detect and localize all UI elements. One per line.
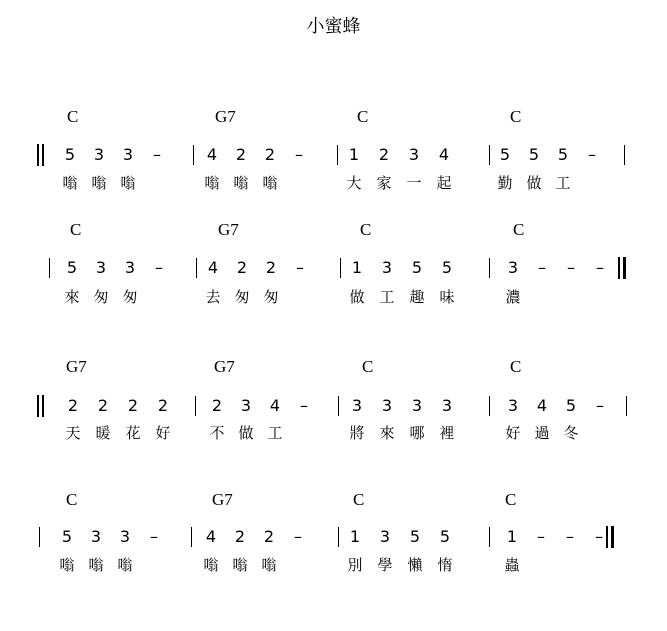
note: 2	[211, 396, 223, 415]
double-barline	[37, 395, 39, 417]
lyric-char: 學	[377, 556, 393, 574]
lyric-char: 將	[349, 424, 365, 442]
lyric-char: 去	[205, 288, 221, 306]
barline	[489, 258, 490, 278]
lyric-char: 惰	[437, 556, 453, 574]
lyric-char: 工	[379, 288, 395, 306]
lyric-char: 濃	[505, 288, 521, 306]
barline	[626, 396, 627, 416]
note: 4	[269, 396, 281, 415]
lyric-char: 家	[376, 174, 392, 192]
lyric-char: 工	[267, 424, 283, 442]
note: 4	[438, 145, 450, 164]
note: 3	[240, 396, 252, 415]
lyric-char: 嗡	[117, 556, 133, 574]
lyric-char: 嗡	[88, 556, 104, 574]
note: 3	[411, 396, 423, 415]
barline	[49, 258, 50, 278]
lyric-char: 工	[555, 174, 571, 192]
note: –	[566, 527, 574, 546]
lyric-char: 做	[238, 424, 254, 442]
note: 2	[234, 527, 246, 546]
barline	[338, 527, 339, 547]
note: 5	[565, 396, 577, 415]
note: 5	[409, 527, 421, 546]
note: 1	[351, 258, 363, 277]
double-barline	[42, 395, 44, 417]
note: –	[153, 145, 161, 164]
lyric-char: 過	[534, 424, 550, 442]
note: 3	[93, 145, 105, 164]
lyric-char: 好	[505, 424, 521, 442]
note: –	[538, 258, 546, 277]
note: 3	[381, 396, 393, 415]
lyric-char: 天	[65, 424, 81, 442]
barline	[195, 396, 196, 416]
lyric-char: 暖	[95, 424, 111, 442]
lyric-char: 好	[155, 424, 171, 442]
note: –	[537, 527, 545, 546]
lyric-char: 做	[349, 288, 365, 306]
note: 1	[349, 527, 361, 546]
note: 3	[95, 258, 107, 277]
final-barline	[618, 257, 620, 279]
lyric-char: 不	[209, 424, 225, 442]
note: 2	[127, 396, 139, 415]
barline	[193, 145, 194, 165]
chord-symbol: C	[360, 220, 372, 239]
note: 2	[265, 258, 277, 277]
final-barline	[606, 526, 608, 548]
lyric-char: 嗡	[91, 174, 107, 192]
chord-symbol: G7	[66, 357, 87, 376]
chord-symbol: C	[362, 357, 374, 376]
double-barline	[42, 144, 44, 166]
note: 4	[205, 527, 217, 546]
note: 1	[506, 527, 518, 546]
barline	[489, 396, 490, 416]
chord-symbol: C	[513, 220, 525, 239]
chord-symbol: G7	[214, 357, 235, 376]
note: 3	[122, 145, 134, 164]
note: 2	[378, 145, 390, 164]
note: 5	[64, 145, 76, 164]
note: 2	[263, 527, 275, 546]
note: –	[295, 145, 303, 164]
chord-symbol: C	[510, 357, 522, 376]
note: –	[596, 396, 604, 415]
note: 3	[507, 396, 519, 415]
lyric-char: 嗡	[204, 174, 220, 192]
note: 4	[206, 145, 218, 164]
lyric-char: 裡	[439, 424, 455, 442]
note: 3	[90, 527, 102, 546]
note: 3	[408, 145, 420, 164]
barline	[489, 145, 490, 165]
note: 3	[119, 527, 131, 546]
chord-symbol: C	[510, 107, 522, 126]
note: 2	[157, 396, 169, 415]
note: 3	[507, 258, 519, 277]
note: –	[294, 527, 302, 546]
note: 2	[236, 258, 248, 277]
note: 3	[379, 527, 391, 546]
note: 3	[124, 258, 136, 277]
note: –	[588, 145, 596, 164]
barline	[337, 145, 338, 165]
lyric-char: 嗡	[261, 556, 277, 574]
lyric-char: 味	[439, 288, 455, 306]
chord-symbol: G7	[212, 490, 233, 509]
lyric-char: 別	[347, 556, 363, 574]
barline	[338, 396, 339, 416]
lyric-char: 匆	[93, 288, 109, 306]
chord-symbol: G7	[218, 220, 239, 239]
lyric-char: 勤	[497, 174, 513, 192]
lyric-char: 來	[64, 288, 80, 306]
barline	[191, 527, 192, 547]
note: 5	[528, 145, 540, 164]
lyric-char: 花	[125, 424, 141, 442]
final-barline	[611, 526, 614, 548]
note: 5	[411, 258, 423, 277]
note: 5	[557, 145, 569, 164]
note: 5	[66, 258, 78, 277]
note: 3	[351, 396, 363, 415]
final-barline	[623, 257, 626, 279]
lyric-char: 匆	[122, 288, 138, 306]
note: –	[150, 527, 158, 546]
note: 2	[235, 145, 247, 164]
note: 5	[61, 527, 73, 546]
note: 5	[441, 258, 453, 277]
lyric-char: 做	[526, 174, 542, 192]
lyric-char: 蟲	[504, 556, 520, 574]
note: 3	[381, 258, 393, 277]
note: –	[596, 258, 604, 277]
lyric-char: 一	[406, 174, 422, 192]
chord-symbol: C	[357, 107, 369, 126]
note: 1	[348, 145, 360, 164]
barline	[196, 258, 197, 278]
lyric-char: 嗡	[120, 174, 136, 192]
lyric-char: 嗡	[62, 174, 78, 192]
barline	[489, 527, 490, 547]
note: –	[567, 258, 575, 277]
note: –	[300, 396, 308, 415]
chord-symbol: C	[505, 490, 517, 509]
lyric-char: 冬	[563, 424, 579, 442]
lyric-char: 哪	[409, 424, 425, 442]
lyric-char: 大	[346, 174, 362, 192]
lyric-char: 起	[436, 174, 452, 192]
chord-symbol: C	[70, 220, 82, 239]
lyric-char: 趣	[409, 288, 425, 306]
lyric-char: 來	[379, 424, 395, 442]
note: 3	[441, 396, 453, 415]
note: 5	[439, 527, 451, 546]
barline	[340, 258, 341, 278]
chord-symbol: C	[353, 490, 365, 509]
note: 5	[499, 145, 511, 164]
note: 4	[536, 396, 548, 415]
lyric-char: 匆	[263, 288, 279, 306]
barline	[39, 527, 40, 547]
lyric-char: 嗡	[232, 556, 248, 574]
note: –	[296, 258, 304, 277]
note: 2	[264, 145, 276, 164]
lyric-char: 嗡	[59, 556, 75, 574]
chord-symbol: C	[66, 490, 78, 509]
lyric-char: 嗡	[203, 556, 219, 574]
note: 2	[97, 396, 109, 415]
song-title: 小蜜蜂	[306, 16, 361, 37]
lyric-char: 嗡	[233, 174, 249, 192]
chord-symbol: G7	[215, 107, 236, 126]
chord-symbol: C	[67, 107, 79, 126]
barline	[624, 145, 625, 165]
lyric-char: 嗡	[262, 174, 278, 192]
note: –	[155, 258, 163, 277]
note: 2	[67, 396, 79, 415]
note: –	[595, 527, 603, 546]
note: 4	[207, 258, 219, 277]
double-barline	[37, 144, 39, 166]
lyric-char: 懶	[407, 556, 423, 574]
lyric-char: 匆	[234, 288, 250, 306]
